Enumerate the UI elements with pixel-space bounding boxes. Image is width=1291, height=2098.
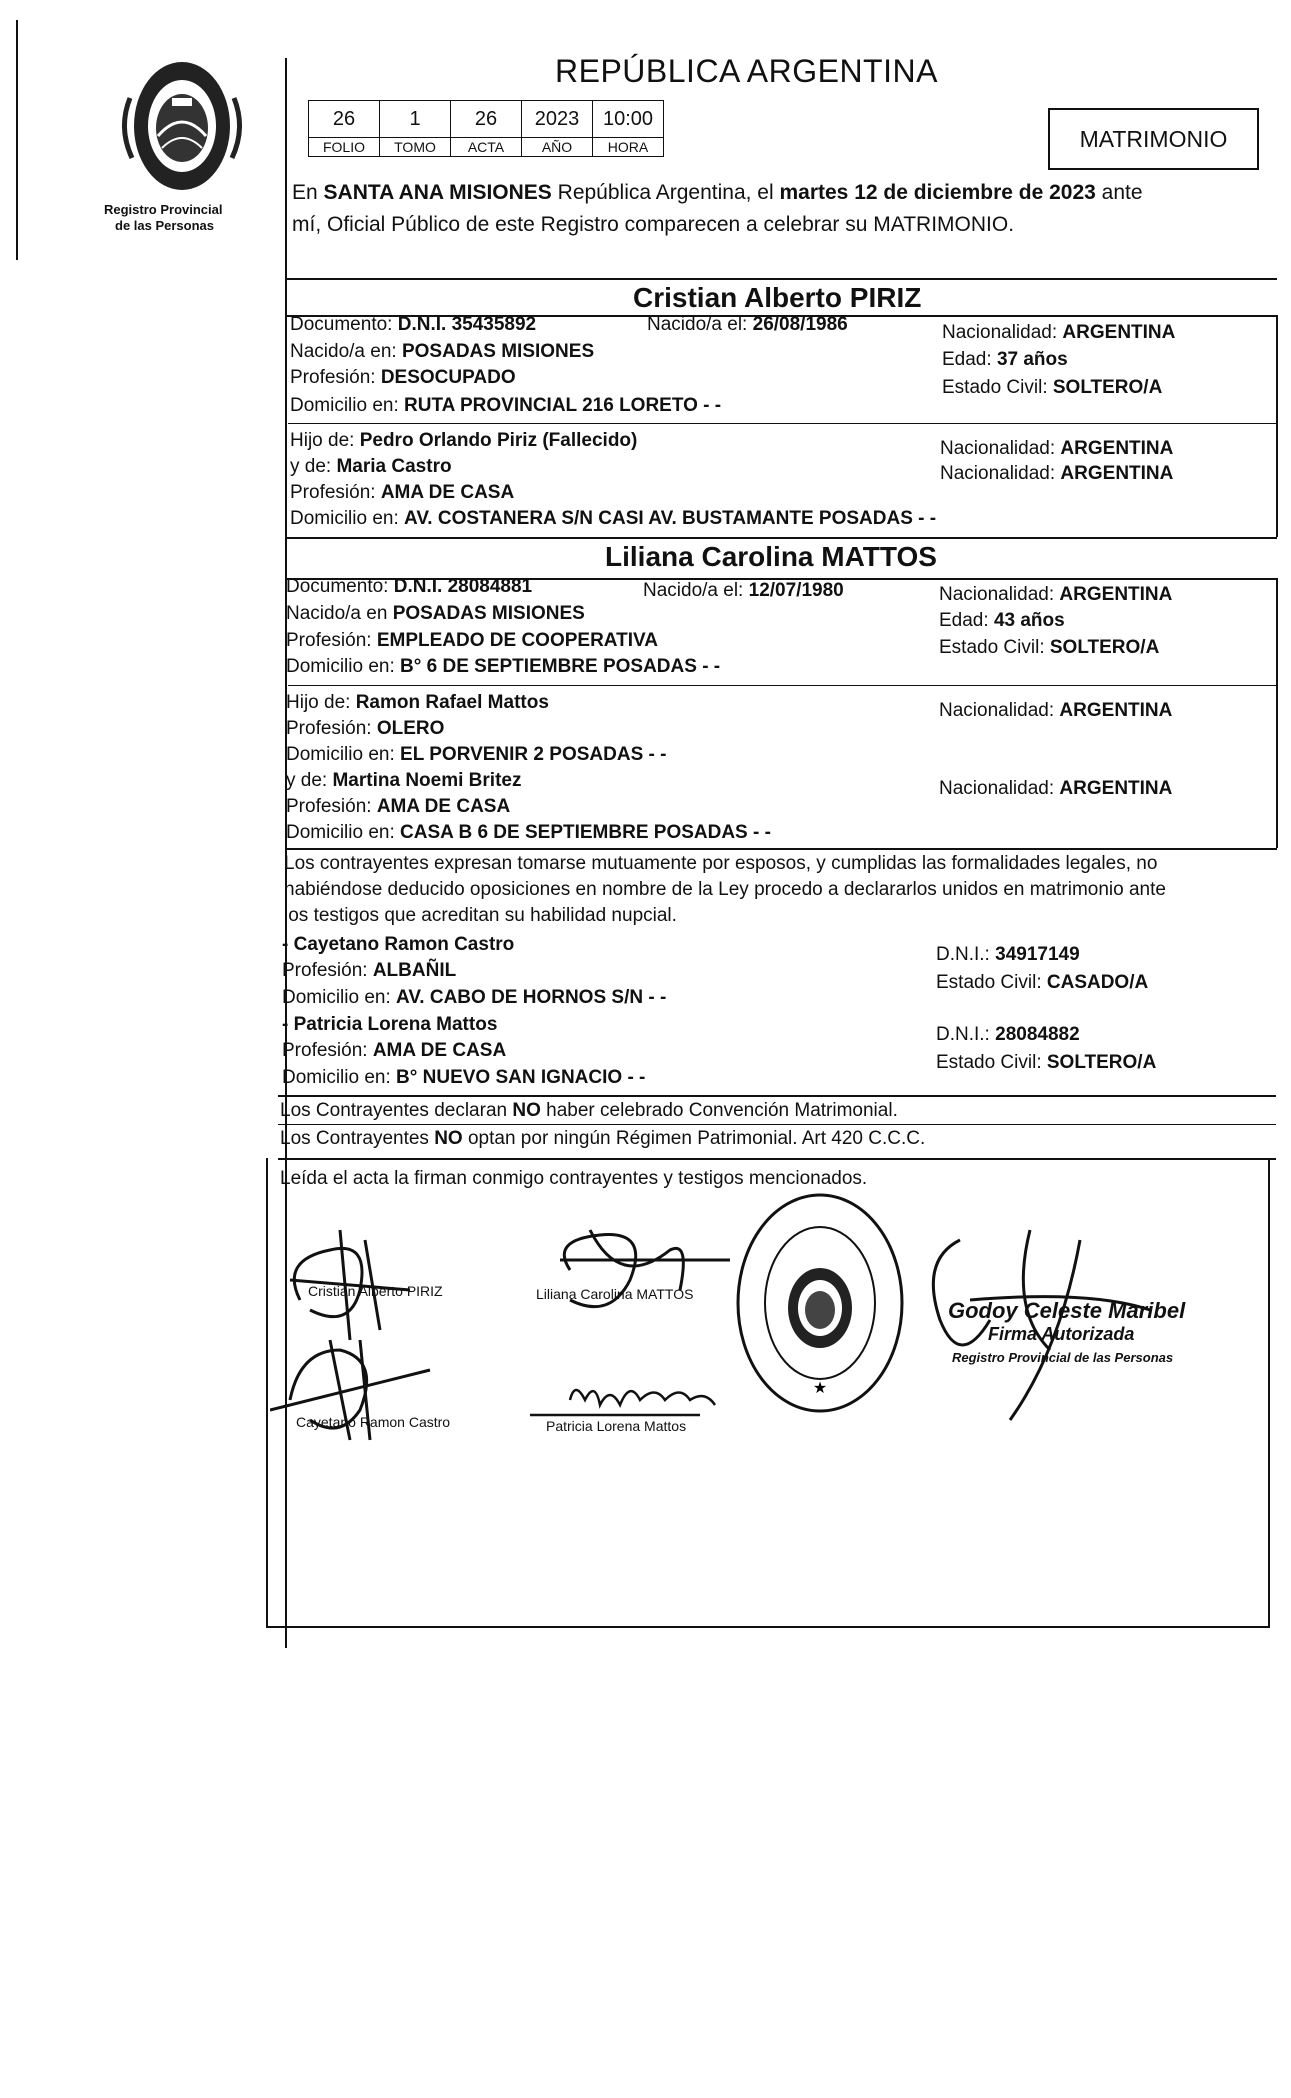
registry-stamp-icon [730, 1188, 910, 1418]
separator-spouse2-parents [288, 685, 1276, 686]
spouse2-birthdate: Nacido/a el: 12/07/1980 [643, 580, 844, 601]
svg-text:★: ★ [812, 1378, 828, 1397]
spouse2-mother: y de: Martina Noemi Britez [286, 770, 522, 791]
spouse1-birthdate: Nacido/a el: 26/08/1986 [647, 314, 848, 335]
spouse1-address: Domicilio en: RUTA PROVINCIAL 216 LORETO - - [290, 395, 722, 416]
intro-line2: mí, Oficial Público de este Registro comparecen a celebrar su MATRIMONIO. [292, 213, 1015, 236]
witness2-civil-status: Estado Civil: SOLTERO/A [936, 1052, 1157, 1073]
spouse2-father-profession: Profesión: OLERO [286, 718, 445, 739]
separator-spouse1-parents [288, 423, 1276, 424]
page-margin-line [16, 20, 18, 260]
signature-label-witness2: Patricia Lorena Mattos [546, 1418, 687, 1434]
spouse2-mother-nationality: Nacionalidad: ARGENTINA [939, 778, 1173, 799]
registry-logo [110, 58, 260, 198]
logo-caption-line2: de las Personas [115, 218, 214, 233]
witness1-dni: D.N.I.: 34917149 [936, 944, 1080, 965]
declaration-line3: los testigos que acreditan su habilidad nupcial. [284, 905, 677, 926]
spouse1-profession: Profesión: DESOCUPADO [290, 367, 516, 388]
official-stamp [730, 1188, 910, 1418]
declaration-line2: habiéndose deducido oposiciones en nombre de la Ley procedo a declararlos unidos en matrimonio ante [284, 879, 1166, 900]
spouse2-address: Domicilio en: B° 6 DE SEPTIEMBRE POSADAS - - [286, 656, 721, 677]
spouse2-document: Documento: D.N.I. 28084881 [286, 576, 533, 597]
convention-line1: Los Contrayentes declaran NO haber celebrado Convención Matrimonial. [280, 1100, 898, 1121]
witness1-civil-status: Estado Civil: CASADO/A [936, 972, 1149, 993]
year-value: 2023 [522, 101, 593, 138]
act-type-box: MATRIMONIO [1048, 108, 1259, 170]
spouse2-mother-profession: Profesión: AMA DE CASA [286, 796, 511, 817]
tomo-value: 1 [380, 101, 451, 138]
spouse1-name: Cristian Alberto PIRIZ [633, 282, 922, 313]
official-name: Godoy Celeste Maribel [948, 1298, 1186, 1323]
spouse1-civil-status: Estado Civil: SOLTERO/A [942, 377, 1163, 398]
acta-label: ACTA [451, 138, 522, 157]
witness1-profession: Profesión: ALBAÑIL [282, 960, 457, 981]
spouse2-father-address: Domicilio en: EL PORVENIR 2 POSADAS - - [286, 744, 667, 765]
witness2-profession: Profesión: AMA DE CASA [282, 1040, 507, 1061]
witness1-name: - Cayetano Ramon Castro [282, 934, 515, 955]
separator-convention [278, 1095, 1276, 1097]
spouse1-mother-nationality: Nacionalidad: ARGENTINA [940, 463, 1174, 484]
year-label: AÑO [522, 138, 593, 157]
signature-label-witness1: Cayetano Ramon Castro [296, 1414, 451, 1430]
folio-label: FOLIO [309, 138, 380, 157]
spouse1-right-border [1276, 315, 1278, 537]
registry-data-table [308, 100, 664, 157]
spouse2-profession: Profesión: EMPLEADO DE COOPERATIVA [286, 630, 658, 651]
spouse2-father: Hijo de: Ramon Rafael Mattos [286, 692, 549, 713]
official-title: Firma Autorizada [988, 1324, 1135, 1344]
witness1-address: Domicilio en: AV. CABO DE HORNOS S/N - - [282, 987, 667, 1008]
official-organization: Registro Provincial de las Personas [952, 1350, 1174, 1365]
signatures-bottom-border [266, 1626, 1270, 1628]
spouse1-document: Documento: D.N.I. 35435892 [290, 314, 537, 335]
separator-signatures [278, 1158, 1276, 1160]
spouse2-mother-address: Domicilio en: CASA B 6 DE SEPTIEMBRE POSADAS - - [286, 822, 771, 843]
logo-caption-line1: Registro Provincial [104, 202, 223, 217]
spouse2-right-border [1276, 578, 1278, 848]
separator-spouse1-top [285, 278, 1277, 280]
spouse2-civil-status: Estado Civil: SOLTERO/A [939, 637, 1160, 658]
spouse1-birthplace: Nacido/a en: POSADAS MISIONES [290, 341, 595, 362]
separator-declaration [285, 848, 1277, 850]
spouse1-father: Hijo de: Pedro Orlando Piriz (Fallecido) [290, 430, 638, 451]
spouse2-age: Edad: 43 años [939, 610, 1065, 631]
document-title: REPÚBLICA ARGENTINA [555, 53, 938, 89]
hour-value: 10:00 [593, 101, 664, 138]
spouse2-birthplace: Nacido/a en POSADAS MISIONES [286, 603, 585, 624]
spouse1-nationality: Nacionalidad: ARGENTINA [942, 322, 1176, 343]
separator-convention-mid [278, 1124, 1276, 1125]
tomo-label: TOMO [380, 138, 451, 157]
spouse1-parents-address: Domicilio en: AV. COSTANERA S/N CASI AV. BUSTAMANTE POSADAS - - [290, 508, 937, 529]
acta-value: 26 [451, 101, 522, 138]
convention-line2: Los Contrayentes NO optan por ningún Régimen Patrimonial. Art 420 C.C.C. [280, 1128, 926, 1149]
signature-label-spouse2: Liliana Carolina MATTOS [536, 1286, 694, 1302]
witness2-signature-scribble [530, 1390, 715, 1415]
spouse2-father-nationality: Nacionalidad: ARGENTINA [939, 700, 1173, 721]
spouse1-mother-profession: Profesión: AMA DE CASA [290, 482, 515, 503]
folio-value: 26 [309, 101, 380, 138]
provincial-seal-icon [110, 58, 260, 198]
witness2-name: - Patricia Lorena Mattos [282, 1014, 498, 1035]
witness2-dni: D.N.I.: 28084882 [936, 1024, 1080, 1045]
spouse2-nationality: Nacionalidad: ARGENTINA [939, 584, 1173, 605]
spouse1-age: Edad: 37 años [942, 349, 1068, 370]
signatures-intro: Leída el acta la firman conmigo contrayentes y testigos mencionados. [280, 1168, 868, 1189]
declaration-line1: Los contrayentes expresan tomarse mutuamente por esposos, y cumplidas las formalidades legales, no [284, 853, 1158, 874]
separator-spouse2-top [285, 537, 1277, 539]
spouse1-mother: y de: Maria Castro [290, 456, 452, 477]
hour-label: HORA [593, 138, 664, 157]
intro-line1: En SANTA ANA MISIONES República Argentina, el martes 12 de diciembre de 2023 ante [292, 181, 1143, 204]
witness2-address: Domicilio en: B° NUEVO SAN IGNACIO - - [282, 1067, 646, 1088]
spouse1-father-nationality: Nacionalidad: ARGENTINA [940, 438, 1174, 459]
signatures-left-border [266, 1158, 268, 1628]
signature-label-spouse1: Cristian Alberto PIRIZ [308, 1283, 443, 1299]
spouse2-name: Liliana Carolina MATTOS [605, 541, 937, 572]
